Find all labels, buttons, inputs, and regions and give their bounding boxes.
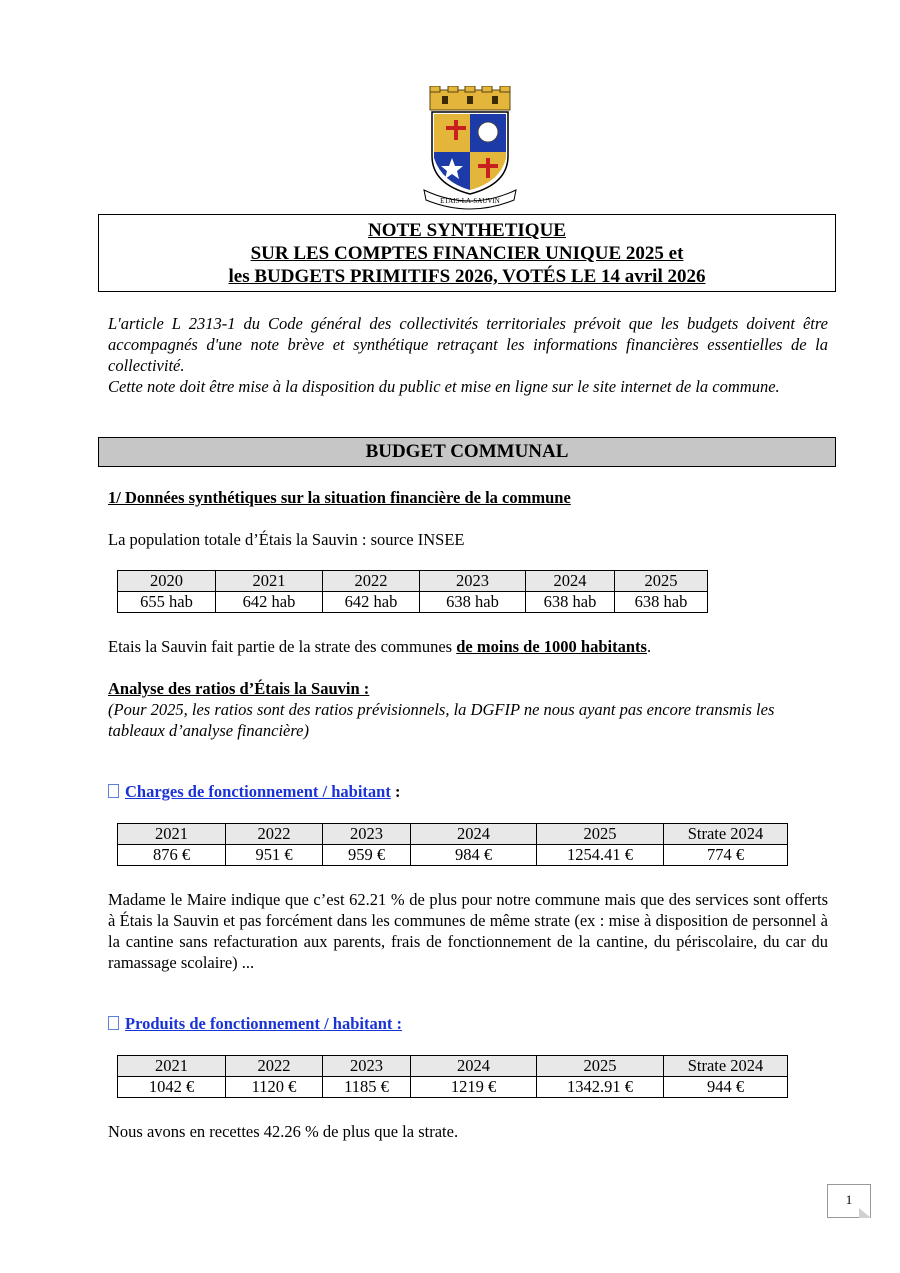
table-cell: 638 hab: [615, 592, 708, 613]
table-header-row: [118, 824, 788, 845]
produits-link[interactable]: Produits de fonctionnement / habitant :: [125, 1014, 403, 1033]
table-cell: 944 €: [664, 1077, 788, 1098]
table-header-cell: 2025: [615, 571, 708, 592]
produits-heading: [108, 1014, 402, 1034]
table-header-cell: 2025: [537, 1056, 664, 1077]
mural-crown-icon: [430, 86, 510, 110]
population-intro: La population totale d’Étais la Sauvin : source INSEE: [108, 530, 465, 549]
ratios-note: (Pour 2025, les ratios sont des ratios prévisionnels, la DGFIP ne nous ayant pas encore transmis les tableaux d’analyse financière): [108, 700, 775, 740]
strata-sentence: [108, 636, 651, 657]
table-cell: 642 hab: [323, 592, 420, 613]
title-line-1: NOTE SYNTHETIQUE: [368, 220, 566, 241]
table-header-cell: Strate 2024: [664, 824, 788, 845]
table-row: [118, 592, 708, 613]
table-cell: 638 hab: [420, 592, 526, 613]
table-cell: 1042 €: [118, 1077, 226, 1098]
table-header-cell: 2022: [226, 824, 323, 845]
table-header-row: [118, 571, 708, 592]
table-header-cell: 2023: [323, 1056, 411, 1077]
intro-text-1: L'article L 2313-1 du Code général des collectivités territoriales prévoit que les budgets doivent être accompagnés d'une note brève et synthétique retraçant les informations financières essentielles de la collectivité.: [108, 314, 828, 375]
population-table: [117, 570, 708, 613]
strata-emphasis: de moins de 1000 habitants: [456, 637, 647, 656]
table-header-cell: 2022: [226, 1056, 323, 1077]
table-header-cell: 2021: [118, 824, 226, 845]
table-header-cell: 2020: [118, 571, 216, 592]
table-cell: 1342.91 €: [537, 1077, 664, 1098]
intro-paragraph: [108, 313, 828, 397]
title-line-3: les BUDGETS PRIMITIFS 2026, VOTÉS LE 14 avril 2026: [228, 266, 706, 287]
table-header-cell: 2024: [526, 571, 615, 592]
shield-icon: [432, 112, 508, 194]
page-number: [827, 1184, 871, 1218]
table-header-cell: 2023: [323, 824, 411, 845]
table-row: [118, 845, 788, 866]
table-header-cell: 2023: [420, 571, 526, 592]
table-cell: 959 €: [323, 845, 411, 866]
table-header-row: [118, 1056, 788, 1077]
charges-table: [117, 823, 788, 866]
table-cell: 951 €: [226, 845, 323, 866]
table-header-cell: 2021: [216, 571, 323, 592]
strata-text: Etais la Sauvin fait partie de la strate des communes: [108, 637, 457, 656]
table-cell: 774 €: [664, 845, 788, 866]
charges-heading: [108, 782, 400, 802]
charges-link[interactable]: Charges de fonctionnement / habitant: [125, 782, 391, 801]
intro-text-2: Cette note doit être mise à la disposition du public et mise en ligne sur le site internet de la commune.: [108, 377, 780, 396]
section-title: BUDGET COMMUNAL: [98, 437, 836, 467]
coat-of-arms-logo: [418, 86, 522, 210]
table-cell: 1185 €: [323, 1077, 411, 1098]
table-header-cell: 2025: [537, 824, 664, 845]
table-cell: 642 hab: [216, 592, 323, 613]
table-header-cell: 2024: [411, 1056, 537, 1077]
table-header-cell: 2022: [323, 571, 420, 592]
table-row: [118, 1077, 788, 1098]
title-line-2: SUR LES COMPTES FINANCIER UNIQUE 2025 et: [250, 243, 684, 264]
bullet-box-icon: [108, 1016, 119, 1030]
page-fold-icon: [859, 1208, 871, 1218]
section-heading: 1/ Données synthétiques sur la situation financière de la commune: [108, 488, 571, 507]
charges-comment: Madame le Maire indique que c’est 62.21 % de plus pour notre commune mais que des services sont offerts à Étais la Sauvin et pas forcément dans les communes de même strate (ex : mise à disposition de personnel à la cantine sans refacturation aux parents, frais de fonctionnement de la cantine, du périscolaire, du car du ramassage scolaire) ...: [108, 890, 828, 972]
ribbon-text: ÉTAIS-LA-SAUVIN: [440, 197, 500, 205]
table-header-cell: 2021: [118, 1056, 226, 1077]
ratios-heading: Analyse des ratios d’Étais la Sauvin :: [108, 679, 370, 698]
table-header-cell: 2024: [411, 824, 537, 845]
table-cell: 638 hab: [526, 592, 615, 613]
page-number-text: 1: [845, 1192, 853, 1207]
table-header-cell: Strate 2024: [664, 1056, 788, 1077]
table-cell: 876 €: [118, 845, 226, 866]
strata-end: .: [646, 637, 652, 656]
table-cell: 984 €: [411, 845, 537, 866]
charges-suffix: :: [390, 782, 401, 801]
bullet-box-icon: [108, 784, 119, 798]
produits-comment: Nous avons en recettes 42.26 % de plus que la strate.: [108, 1122, 459, 1141]
table-cell: 1120 €: [226, 1077, 323, 1098]
table-cell: 1219 €: [411, 1077, 537, 1098]
table-cell: 655 hab: [118, 592, 216, 613]
table-cell: 1254.41 €: [537, 845, 664, 866]
document-title: [98, 214, 836, 292]
produits-table: [117, 1055, 788, 1098]
